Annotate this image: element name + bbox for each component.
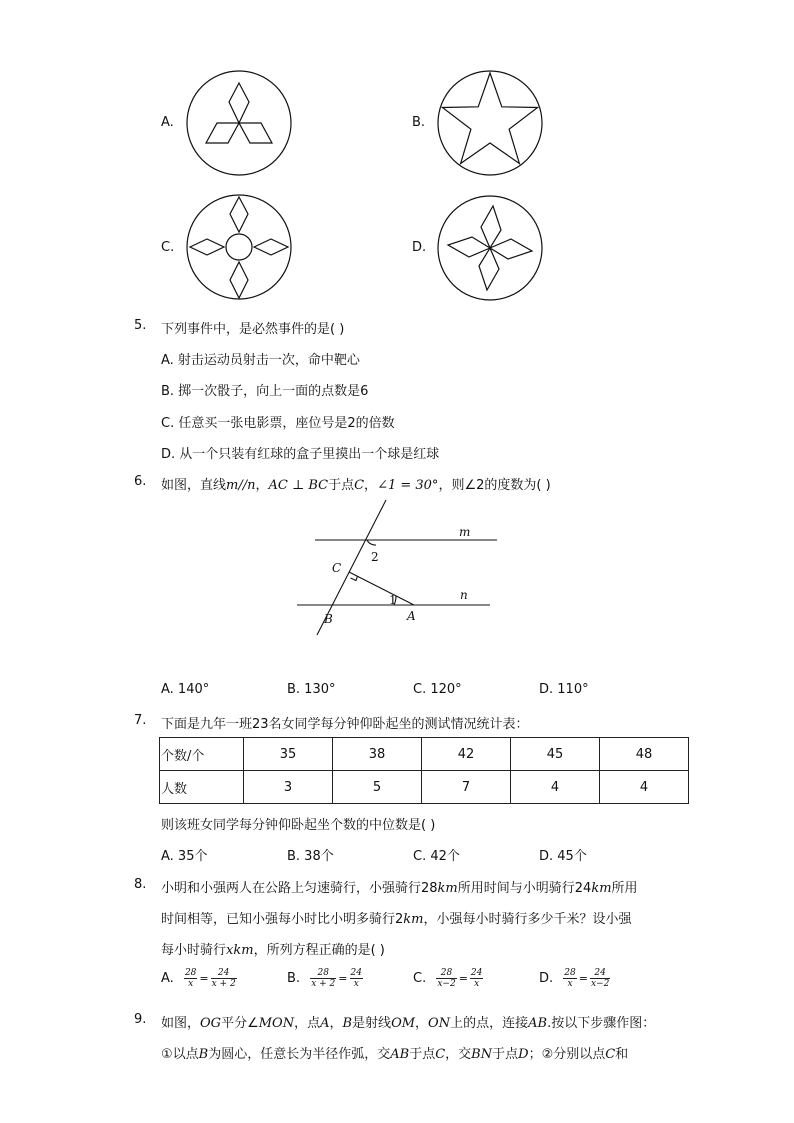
option-d[interactable]: D. $\frac{28}{x}$ = $\frac{24}{x-2}$ xyxy=(539,968,610,989)
option-b[interactable]: B. 38个 xyxy=(287,849,334,864)
table-cell: 48 xyxy=(600,738,689,771)
question-number: 6. xyxy=(134,474,147,489)
table-cell: 4 xyxy=(511,771,600,804)
option-d[interactable]: D. 110° xyxy=(539,682,589,697)
question-line-2: 时间相等，已知小强每小时比小明多骑行2km，小强每小时骑行多少千米？设小强 xyxy=(161,912,632,927)
table-cell: 42 xyxy=(422,738,511,771)
question-number: 8. xyxy=(134,877,147,892)
option-a[interactable]: A. 35个 xyxy=(161,849,208,864)
label-c: C xyxy=(332,561,342,575)
option-a[interactable]: A. 140° xyxy=(161,682,210,697)
row-header: 人数 xyxy=(160,771,244,804)
table-row xyxy=(160,738,689,771)
table-cell: 38 xyxy=(333,738,422,771)
table-cell: 45 xyxy=(511,738,600,771)
question-stem: 下列事件中，是必然事件的是( ) xyxy=(161,322,345,337)
question-number: 7. xyxy=(134,713,147,728)
option-b[interactable]: B. 130° xyxy=(287,682,336,697)
table-cell: 35 xyxy=(244,738,333,771)
question-stem: 如图，直线m//n，AC ⊥ BC于点C，∠1 = 30°，则∠2的度数为( ) xyxy=(161,478,551,493)
option-d-figure xyxy=(437,195,543,301)
option-label: C. xyxy=(161,240,175,255)
question-line-1: 小明和小强两人在公路上匀速骑行，小强骑行28km所用时间与小明骑行24km所用 xyxy=(161,881,638,896)
label-angle-2: 2 xyxy=(371,550,379,564)
right-angle-mark xyxy=(351,576,358,581)
question-line-1: 如图，OG平分∠MON，点A，B是射线OM，ON上的点，连接AB.按以下步骤作图： xyxy=(161,1016,656,1031)
table-cell: 5 xyxy=(333,771,422,804)
option-c[interactable]: C. 120° xyxy=(413,682,462,697)
label-a: A xyxy=(407,609,416,623)
question-line-3: 每小时骑行xkm，所列方程正确的是( ) xyxy=(161,943,385,958)
option-label: A. xyxy=(161,115,174,130)
option-a-figure xyxy=(186,70,292,176)
option-c-figure xyxy=(186,194,292,300)
option-label: D. xyxy=(412,240,427,255)
segment-ca xyxy=(349,572,414,605)
label-m: m xyxy=(459,525,471,539)
option-b[interactable]: B. 掷一次骰子，向上一面的点数是6 xyxy=(161,384,369,399)
stats-table xyxy=(159,737,689,804)
option-label: B. xyxy=(412,115,426,130)
option-d[interactable]: D. 45个 xyxy=(539,849,587,864)
table-cell: 7 xyxy=(422,771,511,804)
question-number: 5. xyxy=(134,318,147,333)
option-a[interactable]: A. $\frac{28}{x}$ = $\frac{24}{x + 2}$ xyxy=(161,968,236,989)
table-cell: 4 xyxy=(600,771,689,804)
label-b: B xyxy=(324,612,333,626)
option-c[interactable]: C. 任意买一张电影票，座位号是2的倍数 xyxy=(161,416,395,431)
option-b[interactable]: B. $\frac{28}{x + 2}$ = $\frac{24}{x}$ xyxy=(287,968,362,989)
q6-geometry-figure xyxy=(290,500,510,635)
option-c[interactable]: C. 42个 xyxy=(413,849,460,864)
table-cell: 3 xyxy=(244,771,333,804)
angle-2-arc xyxy=(367,540,376,545)
question-number: 9. xyxy=(134,1012,147,1027)
label-angle-1: 1 xyxy=(389,593,397,607)
row-header: 个数/个 xyxy=(160,738,244,771)
option-c[interactable]: C. $\frac{28}{x-2}$ = $\frac{24}{x}$ xyxy=(413,968,483,989)
question-line-2: ①以点B为圆心，任意长为半径作弧，交AB于点C，交BN于点D；②分别以点C和 xyxy=(161,1047,629,1062)
option-b-figure xyxy=(437,70,543,176)
option-d[interactable]: D. 从一个只装有红球的盒子里摸出一个球是红球 xyxy=(161,447,440,462)
label-n: n xyxy=(460,588,468,602)
question-text: 则该班女同学每分钟仰卧起坐个数的中位数是( ) xyxy=(161,818,436,833)
table-row xyxy=(160,771,689,804)
option-a[interactable]: A. 射击运动员射击一次，命中靶心 xyxy=(161,353,360,368)
question-stem: 下面是九年一班23名女同学每分钟仰卧起坐的测试情况统计表： xyxy=(161,717,529,732)
